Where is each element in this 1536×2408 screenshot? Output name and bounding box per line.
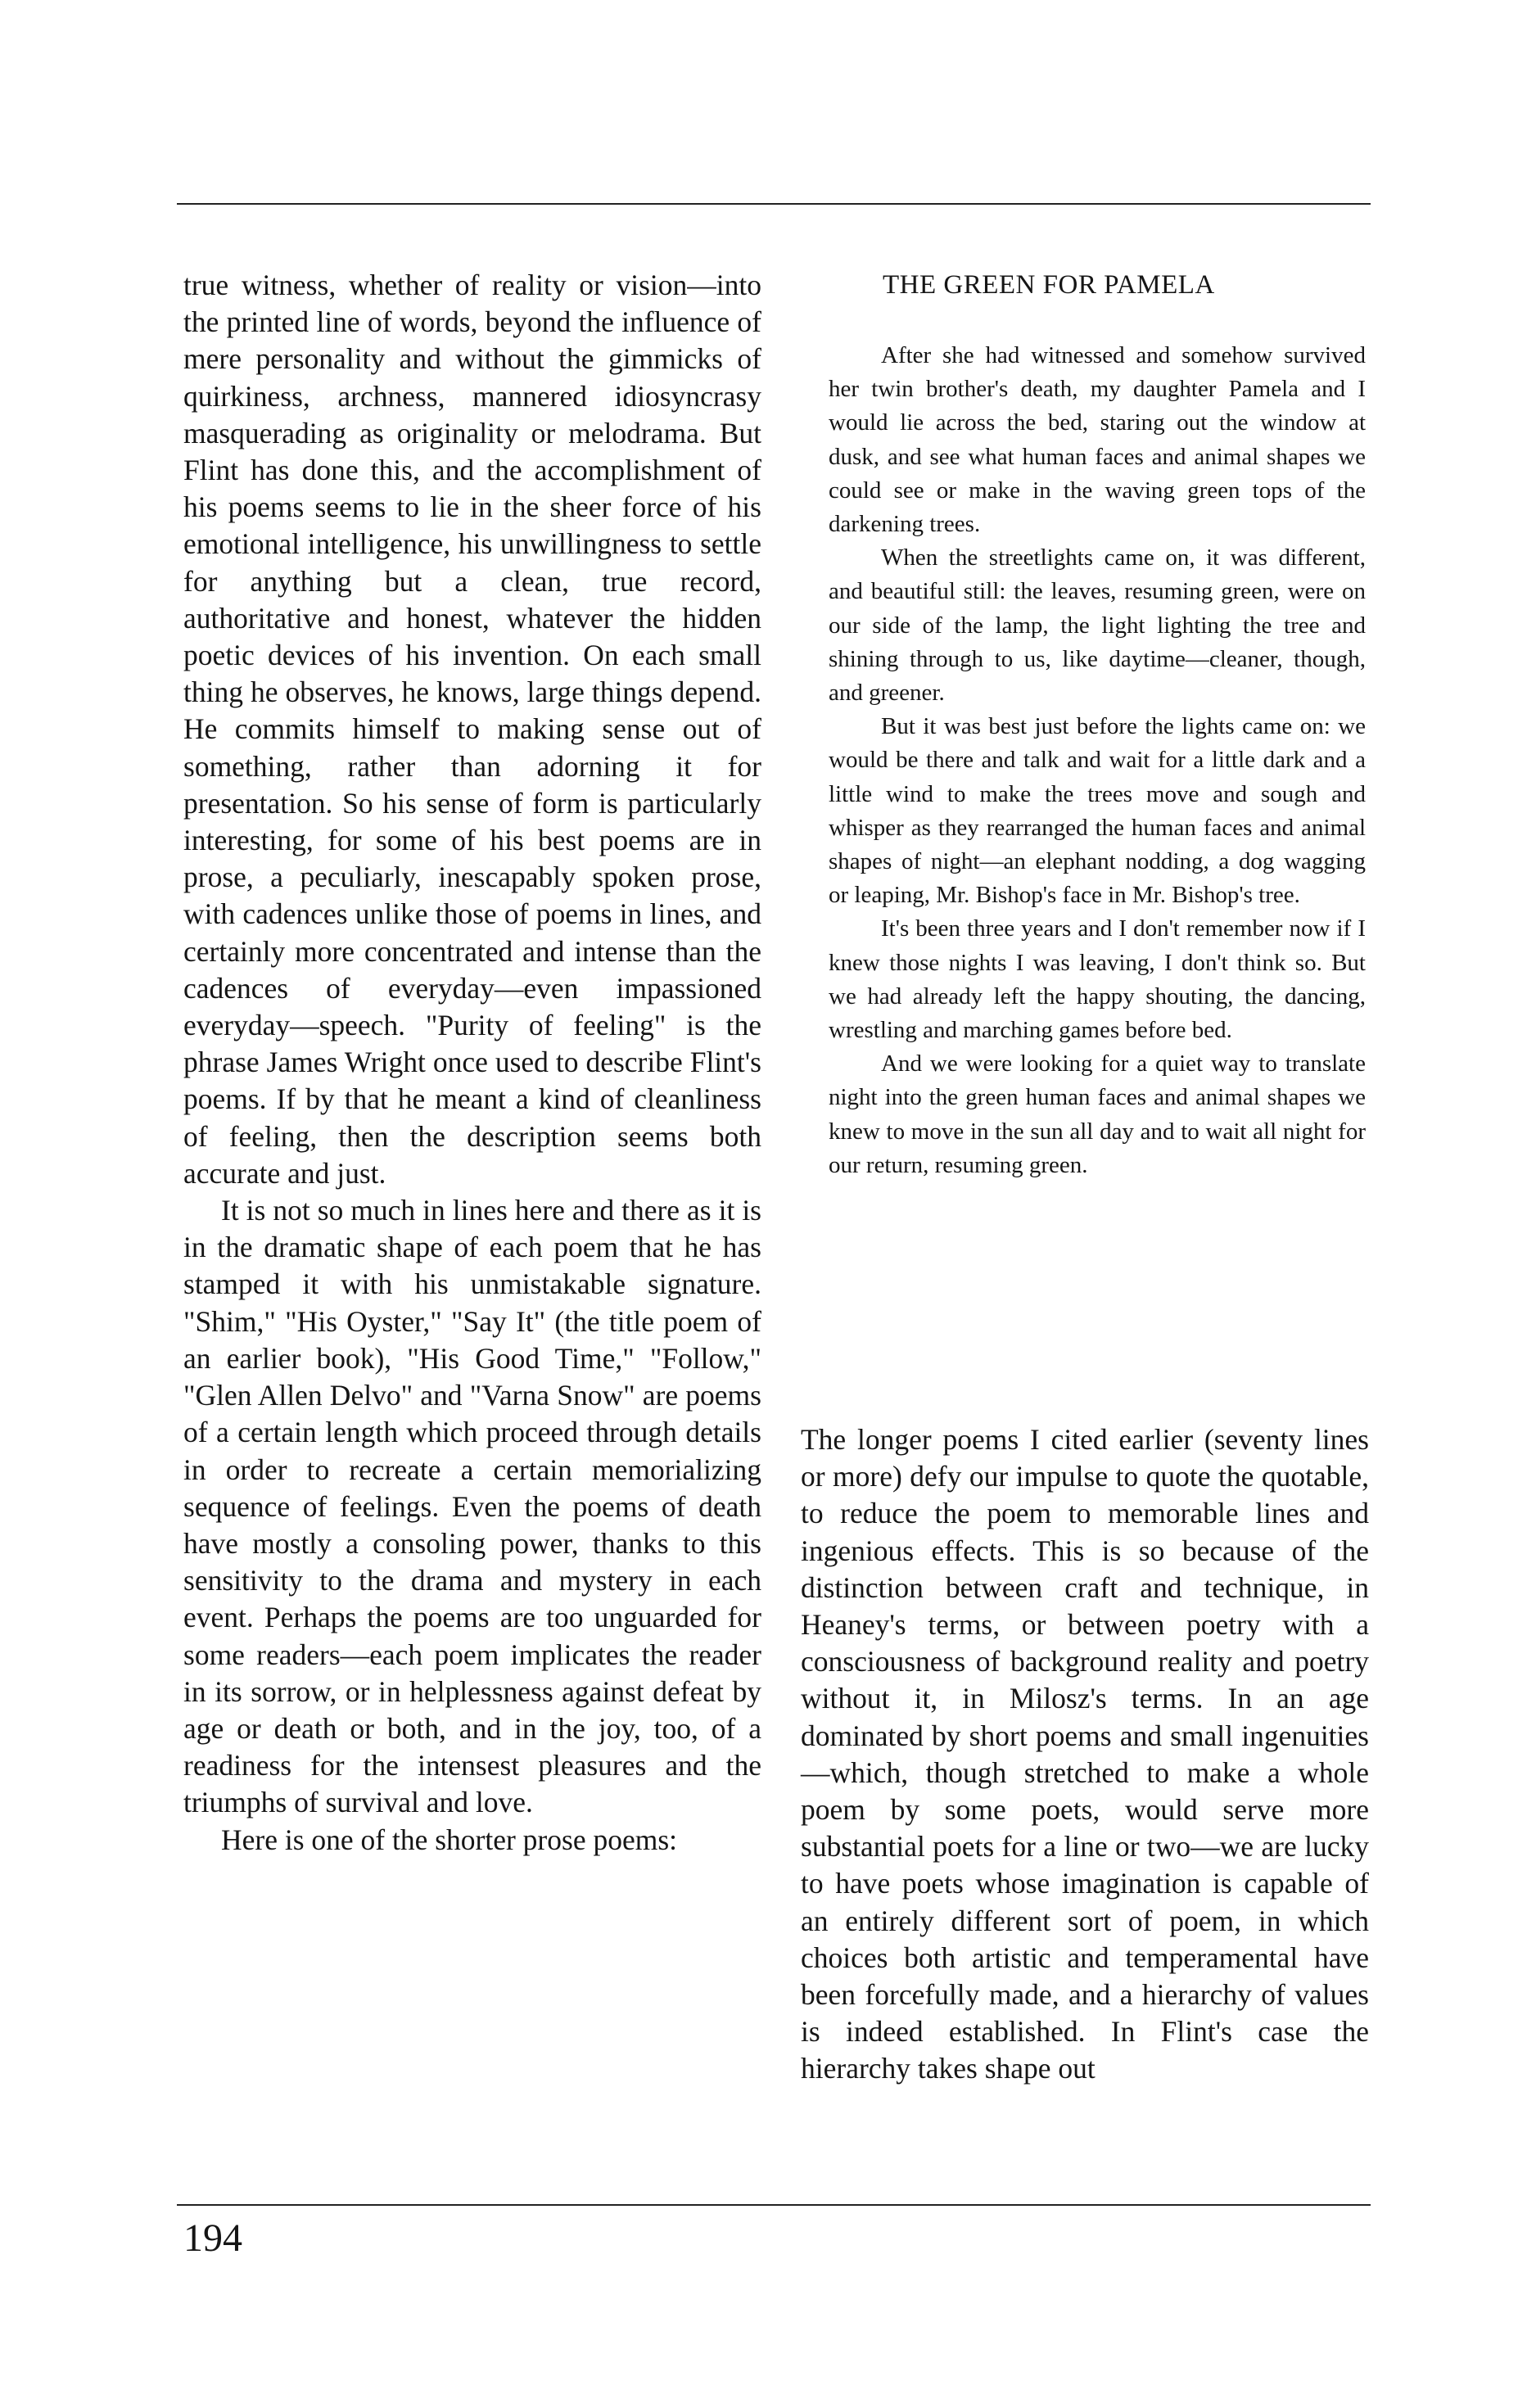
left-paragraph-2: It is not so much in lines here and there as it is in the dramatic shape of each poem that he has stamped it with his unmistakable signature. "Shim," "His Oyster," "Say It" (the title poem of an earlier book), "His Good Time," "Follow," "Glen Allen Delvo" and "Varna Snow" are poems of a certain length which proceed through details in order to recreate a certain memorializing sequence of feelings. Even the poems of death have mostly a consoling power, thanks to this sensitivity to the drama and mystery in each event. Perhaps the poems are too unguarded for some readers—each poem implicates the reader in its sorrow, or in helplessness against defeat by age or death or both, and in the joy, too, of a readiness for the intensest pleasures and the triumphs of survival and love. <box>183 1194 761 1819</box>
poem-paragraph-3: But it was best just before the lights came on: we would be there and talk and wait for a little dark and a little wind to make the trees move and sough and whisper as they rearranged the human faces and animal shapes of night—an elephant nodding, a dog wagging or leaping, Mr. Bishop's face in Mr. Bishop's tree. <box>829 713 1366 909</box>
left-column <box>183 267 761 1859</box>
left-paragraph-1: true witness, whether of reality or vision—into the printed line of words, beyond the influence of mere personality and without the gimmicks of quirkiness, archness, mannered idiosyncrasy masquerading as originality or melodrama. But Flint has done this, and the accomplishment of his poems seems to lie in the sheer force of his emotional intelligence, his unwillingness to settle for anything but a clean, true record, authoritative and honest, whatever the hidden poetic devices of his invention. On each small thing he observes, he knows, large things depend. He commits himself to making sense out of something, rather than adorning it for presentation. So his sense of form is particularly interesting, for some of his best poems are in prose, a peculiarly, inescapably spoken prose, with cadences unlike those of poems in lines, and certainly more concentrated and intense than the cadences of everyday—even impassioned everyday—speech. "Purity of feeling" is the phrase James Wright once used to describe Flint's poems. If by that he meant a kind of cleanliness of feeling, then the description seems both accurate and just. <box>183 269 761 1190</box>
poem-paragraph-1: After she had witnessed and somehow survived her twin brother's death, my daughter Pamela and I would lie across the bed, staring out the window at dusk, and see what human faces and animal shapes we could see or make in the waving green tops of the darkening trees. <box>829 342 1366 538</box>
poem-paragraph-5: And we were looking for a quiet way to translate night into the green human faces and animal shapes we knew to move in the sun all day and to wait all night for our return, resuming green. <box>829 1050 1366 1178</box>
right-column <box>801 1421 1369 2088</box>
poem-title: THE GREEN FOR PAMELA <box>883 270 1215 300</box>
poem-paragraph-4: It's been three years and I don't remember now if I knew those nights I was leaving, I don't think so. But we had already left the happy shouting, the dancing, wrestling and marching games before bed. <box>829 915 1366 1044</box>
bottom-rule <box>177 2204 1371 2206</box>
poem-body <box>829 339 1366 1182</box>
page-number: 194 <box>183 2216 242 2260</box>
poem-block <box>829 267 1366 1182</box>
poem-paragraph-2: When the streetlights came on, it was different, and beautiful still: the leaves, resuming green, were on our side of the lamp, the light lighting the tree and shining through to us, like daytime—cleaner, though, and greener. <box>829 544 1366 707</box>
top-rule <box>177 203 1371 205</box>
left-paragraph-3: Here is one of the shorter prose poems: <box>221 1823 677 1856</box>
right-paragraph-1: The longer poems I cited earlier (seventy lines or more) defy our impulse to quote the quotable, to reduce the poem to memorable lines and ingenious effects. This is so because of the distinction between craft and technique, in Heaney's terms, or between poetry with a consciousness of background reality and poetry without it, in Milosz's terms. In an age dominated by short poems and small ingenuities—which, though stretched to make a whole poem by some poets, would serve more substantial poets for a line or two—we are lucky to have poets whose imagination is capable of an entirely different sort of poem, in which choices both artistic and temperamental have been forcefully made, and a hierarchy of values is indeed established. In Flint's case the hierarchy takes shape out <box>801 1423 1369 2085</box>
